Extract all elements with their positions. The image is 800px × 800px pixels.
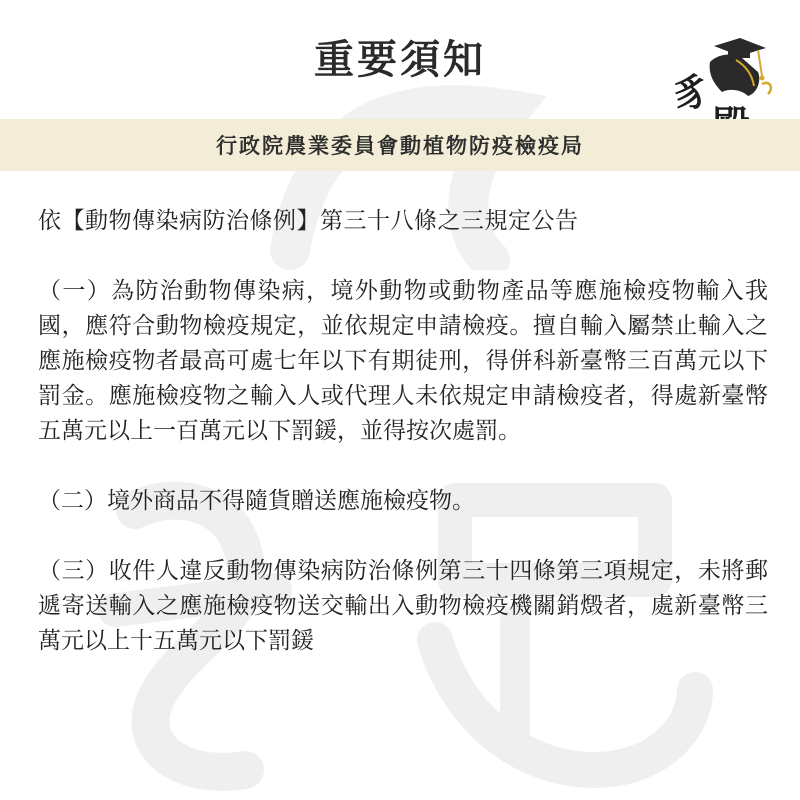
page-title: 重要須知	[314, 37, 486, 83]
clause-2: （二）境外商品不得隨貨贈送應施檢疫物。	[38, 488, 475, 514]
clause-3: （三）收件人違反動物傳染病防治條例第三十四條第三項規定，未將郵遞寄送輸入之應施檢疫物送交輸出入動物檢疫機關銷燬者，處新臺幣三萬元以上十五萬元以下罰鍰	[38, 558, 768, 654]
logo-head-shape	[710, 55, 760, 96]
logo-char-top: 豸	[669, 67, 714, 118]
notice-body	[38, 204, 768, 694]
agency-name: 行政院農業委員會動植物防疫檢疫局	[216, 134, 584, 158]
intro-text: 依【動物傳染病防治條例】第三十八條之三規定公告	[38, 208, 579, 234]
agency-banner	[0, 119, 800, 171]
clause-1: （一）為防治動物傳染病，境外動物或動物產品等應施檢疫物輸入我國，應符合動物檢疫規定，並依規定申請檢疫。擅自輸入屬禁止輸入之應施檢疫物者最高可處七年以下有期徒刑，得併科新臺幣三百萬元以下罰金。應施檢疫物之輸入人或代理人未依規定申請檢疫者，得處新臺幣五萬元以上一百萬元以下罰鍰，並得按次處罰。	[38, 278, 768, 444]
